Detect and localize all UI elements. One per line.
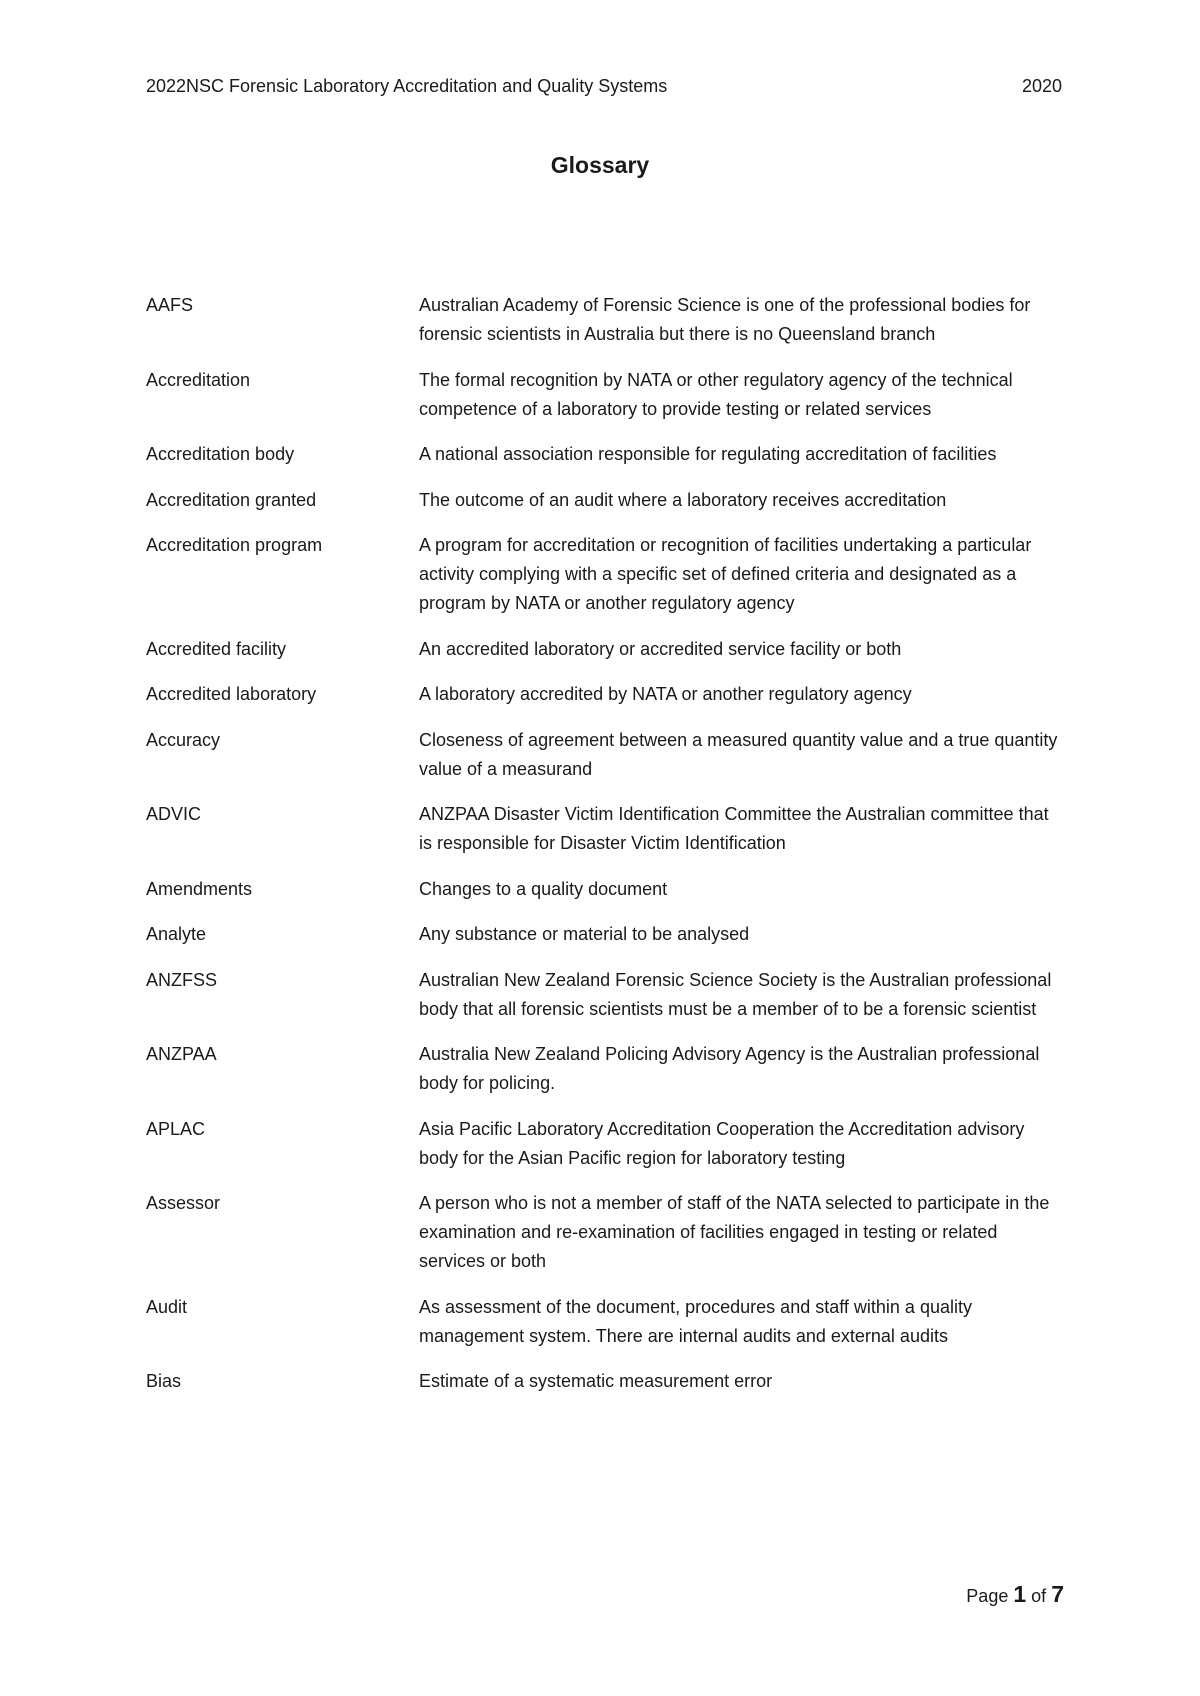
glossary-entry: [146, 875, 1066, 904]
glossary-term: ANZFSS: [146, 969, 218, 990]
glossary-term: Assessor: [146, 1193, 221, 1213]
glossary-definition: Closeness of agreement between a measured quantity value and a true quantity value of a measurand: [419, 729, 1058, 779]
glossary-entry: [146, 1293, 1066, 1351]
glossary-entry: [146, 680, 1066, 709]
header-year: 2020: [1021, 76, 1062, 96]
glossary-definition: A national association responsible for regulating accreditation of facilities: [419, 444, 997, 464]
glossary-term: ANZPAA: [146, 1044, 217, 1064]
glossary-entry: [146, 1367, 1066, 1396]
page-number: 1: [1013, 1581, 1027, 1607]
glossary-definition: Estimate of a systematic measurement error: [419, 1371, 773, 1391]
glossary-term: AAFS: [146, 295, 194, 315]
glossary-definition: Australian Academy of Forensic Science is one of the professional bodies for forensic scientists in Australia but there is no Queensland branch: [419, 295, 1031, 344]
header-course-title: 2022NSC Forensic Laboratory Accreditation and Quality Systems: [146, 76, 668, 96]
glossary-list: [146, 291, 1066, 1413]
glossary-definition: A program for accreditation or recognition of facilities undertaking a particular activity complying with a specific set of defined criteria and designated as a program by NATA or another regulatory agency: [419, 535, 1032, 613]
glossary-term: Accuracy: [146, 729, 221, 750]
glossary-entry: [146, 531, 1066, 618]
glossary-entry: [146, 920, 1066, 949]
glossary-entry: [146, 486, 1066, 515]
glossary-term: Accreditation program: [146, 535, 323, 555]
glossary-entry: [146, 800, 1066, 858]
glossary-definition: A laboratory accredited by NATA or another regulatory agency: [419, 684, 912, 704]
glossary-entry: [146, 635, 1066, 664]
glossary-entry: [146, 1040, 1066, 1098]
page-title: Glossary: [550, 152, 650, 178]
glossary-term: Accredited facility: [146, 638, 287, 659]
glossary-definition: Asia Pacific Laboratory Accreditation Cooperation the Accreditation advisory body for the Asian Pacific region for laboratory testing: [419, 1118, 1025, 1168]
glossary-definition: The formal recognition by NATA or other regulatory agency of the technical competence of a laboratory to provide testing or related services: [419, 369, 1013, 419]
page-footer: [966, 1580, 1064, 1610]
glossary-entry: [146, 440, 1066, 469]
glossary-term: ADVIC: [146, 804, 202, 824]
glossary-definition: Changes to a quality document: [419, 878, 668, 899]
page-header: [146, 74, 1062, 98]
glossary-entry: [146, 1115, 1066, 1173]
of-label: of: [1031, 1586, 1047, 1606]
page-total: 7: [1051, 1581, 1064, 1607]
glossary-term: Accreditation body: [146, 444, 295, 464]
glossary-term: Audit: [146, 1296, 188, 1317]
glossary-term: Accreditation: [146, 369, 251, 390]
glossary-entry: [146, 366, 1066, 424]
glossary-definition: Australia New Zealand Policing Advisory Agency is the Australian professional body for policing.: [419, 1044, 1040, 1093]
glossary-definition: A person who is not a member of staff of the NATA selected to participate in the examination and re-examination of facilities engaged in testing or related services or both: [419, 1193, 1050, 1271]
glossary-entry: [146, 726, 1066, 784]
glossary-definition: Any substance or material to be analysed: [419, 924, 750, 944]
glossary-term: APLAC: [146, 1118, 206, 1139]
glossary-definition: Australian New Zealand Forensic Science Society is the Australian professional body that all forensic scientists must be a member of to be a forensic scientist: [419, 969, 1052, 1019]
glossary-definition: ANZPAA Disaster Victim Identification Committee the Australian committee that is responsible for Disaster Victim Identification: [419, 804, 1049, 853]
glossary-definition: The outcome of an audit where a laboratory receives accreditation: [419, 489, 947, 510]
glossary-term: Accreditation granted: [146, 489, 317, 510]
glossary-definition: As assessment of the document, procedures and staff within a quality management system. There are internal audits and external audits: [419, 1296, 972, 1346]
page-label: Page: [966, 1586, 1009, 1606]
glossary-term: Analyte: [146, 924, 207, 944]
glossary-term: Amendments: [146, 878, 253, 899]
glossary-entry: [146, 1189, 1066, 1276]
glossary-definition: An accredited laboratory or accredited service facility or both: [419, 638, 902, 659]
glossary-entry: [146, 966, 1066, 1024]
glossary-term: Bias: [146, 1371, 182, 1391]
glossary-term: Accredited laboratory: [146, 684, 317, 704]
glossary-entry: [146, 291, 1066, 349]
